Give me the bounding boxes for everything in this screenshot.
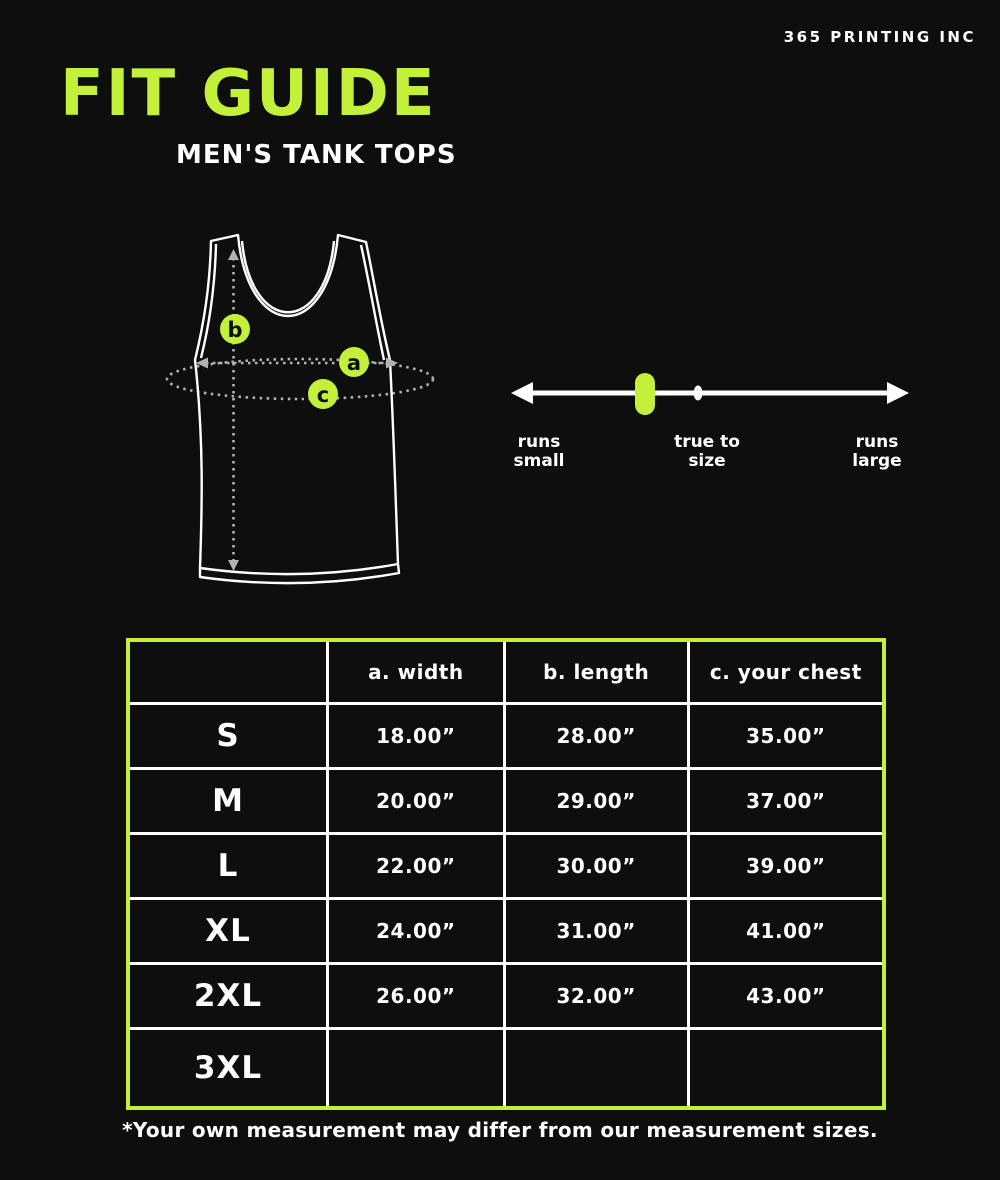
table-cell-chest: 39.00”	[690, 835, 882, 897]
table-cell-length: 32.00”	[506, 965, 687, 1027]
tank-top-illustration	[150, 210, 470, 610]
marker-a-label: a	[346, 351, 362, 375]
arrow-right-icon	[887, 382, 909, 404]
page-title: FIT GUIDE	[60, 57, 437, 131]
table-cell-size: 2XL	[130, 965, 326, 1027]
table-cell-length: 30.00”	[506, 835, 687, 897]
table-cell-size: L	[130, 835, 326, 897]
tank-outline	[195, 235, 399, 583]
table-cell-width: 26.00”	[329, 965, 503, 1027]
table-cell-width: 24.00”	[329, 900, 503, 962]
marker-c	[308, 379, 338, 409]
size-table	[126, 638, 886, 1110]
table-cell-size: 3XL	[130, 1030, 326, 1106]
table-header-chest: c. your chest	[690, 642, 882, 702]
scale-label-runs-large: runs large	[852, 432, 902, 471]
measurement-disclaimer: *Your own measurement may differ from our measurement sizes.	[122, 1118, 878, 1142]
marker-c-label: c	[316, 383, 330, 407]
table-cell-length: 29.00”	[506, 770, 687, 832]
table-cell-width: 22.00”	[329, 835, 503, 897]
page-subtitle: MEN'S TANK TOPS	[176, 140, 457, 170]
table-header-size	[130, 642, 326, 702]
table-cell-width: 18.00”	[329, 705, 503, 767]
scale-label-runs-small: runs small	[513, 432, 565, 471]
fit-indicator-marker	[635, 373, 655, 415]
table-cell-chest	[690, 1030, 882, 1106]
arrow-left-icon	[511, 382, 533, 404]
brand-name: 365 PRINTING INC	[783, 28, 976, 46]
table-header-length: b. length	[506, 642, 687, 702]
table-cell-size: S	[130, 705, 326, 767]
table-cell-width: 20.00”	[329, 770, 503, 832]
table-cell-length	[506, 1030, 687, 1106]
length-measure-line	[228, 249, 239, 571]
table-cell-chest: 43.00”	[690, 965, 882, 1027]
table-cell-length: 31.00”	[506, 900, 687, 962]
center-tick-dot	[694, 386, 703, 401]
table-cell-length: 28.00”	[506, 705, 687, 767]
scale-label-true-to-size: true to size	[674, 432, 740, 471]
table-cell-size: M	[130, 770, 326, 832]
marker-b	[220, 314, 250, 344]
table-cell-chest: 35.00”	[690, 705, 882, 767]
marker-b-label: b	[227, 318, 243, 342]
marker-a	[339, 347, 369, 377]
table-cell-size: XL	[130, 900, 326, 962]
fit-scale	[505, 363, 915, 425]
table-cell-width	[329, 1030, 503, 1106]
table-cell-chest: 37.00”	[690, 770, 882, 832]
table-header-width: a. width	[329, 642, 503, 702]
table-cell-chest: 41.00”	[690, 900, 882, 962]
